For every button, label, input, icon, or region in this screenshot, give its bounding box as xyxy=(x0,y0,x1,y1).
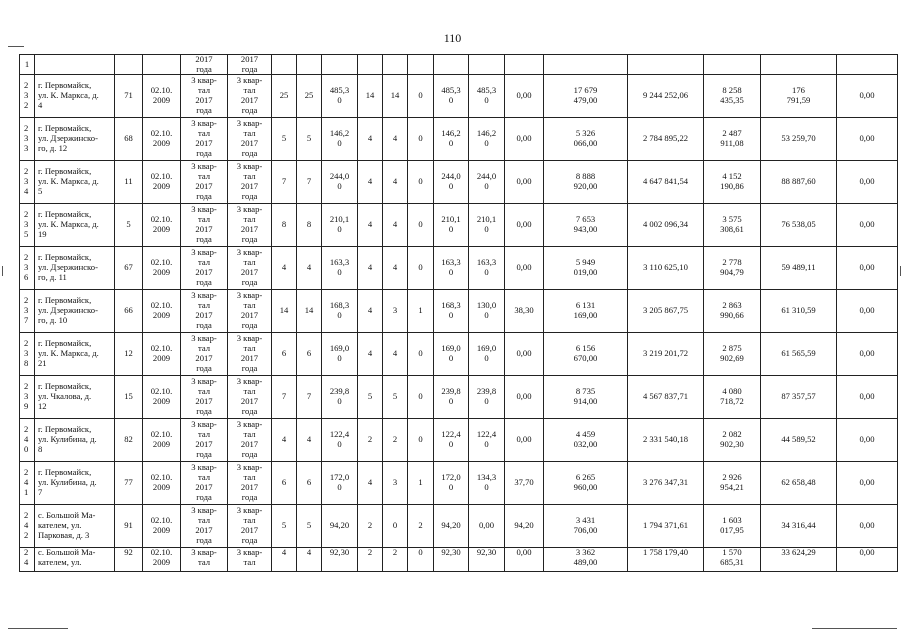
area-total-cell: 239,8 0 xyxy=(322,376,358,419)
amount-fund-cell: 4 002 096,34 xyxy=(628,204,704,247)
rooms-b-cell: 0 xyxy=(408,118,434,161)
margin-line xyxy=(812,628,897,629)
residents-total-cell: 14 xyxy=(272,290,297,333)
residents-total-cell: 25 xyxy=(272,75,297,118)
area-a-cell: 122,4 0 xyxy=(434,419,469,462)
rooms-total-cell: 4 xyxy=(358,333,383,376)
start-period-cell: 3 квар- тал 2017 года xyxy=(181,419,228,462)
address-cell: г. Первомайск, ул. К. Маркса, д. 4 xyxy=(35,75,115,118)
area-a-cell: 163,3 0 xyxy=(434,247,469,290)
rooms-b-cell: 0 xyxy=(408,204,434,247)
table-row xyxy=(20,333,898,376)
end-period-cell: 3 квар- тал 2017 года xyxy=(228,161,272,204)
rooms-total-cell: 4 xyxy=(358,204,383,247)
date-cell: 02.10. 2009 xyxy=(143,161,181,204)
rooms-b-cell: 0 xyxy=(408,548,434,572)
margin-line xyxy=(8,46,24,47)
amount-local-cell: 87 357,57 xyxy=(761,376,837,419)
date-cell: 02.10. 2009 xyxy=(143,419,181,462)
amount-total-cell: 5 326 066,00 xyxy=(544,118,628,161)
end-period-cell: 3 квар- тал 2017 года xyxy=(228,75,272,118)
amount-total-cell: 17 679 479,00 xyxy=(544,75,628,118)
header-cell xyxy=(297,55,322,75)
rooms-a-cell: 4 xyxy=(383,161,408,204)
amount-fund-cell: 4 567 837,71 xyxy=(628,376,704,419)
amount-region-cell: 2 487 911,08 xyxy=(704,118,761,161)
rooms-total-cell: 2 xyxy=(358,505,383,548)
header-cell: 1 xyxy=(20,55,35,75)
rooms-a-cell: 5 xyxy=(383,376,408,419)
residents-total-cell: 4 xyxy=(272,247,297,290)
residents-relocated-cell: 7 xyxy=(297,161,322,204)
row-number-cell: 2 3 5 xyxy=(20,204,35,247)
building-id-cell: 11 xyxy=(115,161,143,204)
amount-local-cell: 33 624,29 xyxy=(761,548,837,572)
amount-region-cell: 3 575 308,61 xyxy=(704,204,761,247)
start-period-cell: 3 квар- тал 2017 года xyxy=(181,161,228,204)
header-cell xyxy=(434,55,469,75)
residents-relocated-cell: 4 xyxy=(297,548,322,572)
end-period-cell: 3 квар- тал 2017 года xyxy=(228,204,272,247)
amount-local-cell: 76 538,05 xyxy=(761,204,837,247)
residents-total-cell: 5 xyxy=(272,505,297,548)
amount-fund-cell: 3 110 625,10 xyxy=(628,247,704,290)
address-cell: г. Первомайск, ул. Чкалова, д. 12 xyxy=(35,376,115,419)
header-cell xyxy=(383,55,408,75)
row-number-cell: 2 3 3 xyxy=(20,118,35,161)
date-cell: 02.10. 2009 xyxy=(143,290,181,333)
amount-total-cell: 8 735 914,00 xyxy=(544,376,628,419)
rooms-b-cell: 0 xyxy=(408,376,434,419)
address-cell: с. Большой Ма- кателем, ул. Парковая, д. 3 xyxy=(35,505,115,548)
header-cell xyxy=(322,55,358,75)
area-c-cell: 0,00 xyxy=(505,333,544,376)
start-period-cell: 3 квар- тал 2017 года xyxy=(181,462,228,505)
amount-total-cell: 4 459 032,00 xyxy=(544,419,628,462)
area-total-cell: 122,4 0 xyxy=(322,419,358,462)
area-b-cell: 163,3 0 xyxy=(469,247,505,290)
amount-local-cell: 62 658,48 xyxy=(761,462,837,505)
header-cell xyxy=(628,55,704,75)
amount-region-cell: 4 080 718,72 xyxy=(704,376,761,419)
table-row xyxy=(20,505,898,548)
residents-relocated-cell: 5 xyxy=(297,505,322,548)
housing-data-table xyxy=(19,54,898,572)
table-row xyxy=(20,204,898,247)
end-period-cell: 3 квар- тал 2017 года xyxy=(228,290,272,333)
amount-local-cell: 88 887,60 xyxy=(761,161,837,204)
residents-relocated-cell: 6 xyxy=(297,333,322,376)
amount-local-cell: 34 316,44 xyxy=(761,505,837,548)
end-period-cell: 3 квар- тал 2017 года xyxy=(228,462,272,505)
area-c-cell: 38,30 xyxy=(505,290,544,333)
header-cell xyxy=(761,55,837,75)
area-c-cell: 0,00 xyxy=(505,548,544,572)
amount-other-cell: 0,00 xyxy=(837,548,898,572)
header-cell: 2017 года xyxy=(228,55,272,75)
residents-total-cell: 4 xyxy=(272,419,297,462)
header-cell xyxy=(408,55,434,75)
date-cell: 02.10. 2009 xyxy=(143,505,181,548)
start-period-cell: 3 квар- тал xyxy=(181,548,228,572)
area-b-cell: 244,0 0 xyxy=(469,161,505,204)
rooms-total-cell: 2 xyxy=(358,419,383,462)
area-b-cell: 169,0 0 xyxy=(469,333,505,376)
residents-total-cell: 7 xyxy=(272,376,297,419)
header-cell: 2017 года xyxy=(181,55,228,75)
area-c-cell: 94,20 xyxy=(505,505,544,548)
rooms-a-cell: 4 xyxy=(383,333,408,376)
date-cell: 02.10. 2009 xyxy=(143,75,181,118)
amount-total-cell: 8 888 920,00 xyxy=(544,161,628,204)
area-a-cell: 244,0 0 xyxy=(434,161,469,204)
amount-total-cell: 5 949 019,00 xyxy=(544,247,628,290)
date-cell: 02.10. 2009 xyxy=(143,204,181,247)
amount-total-cell: 6 156 670,00 xyxy=(544,333,628,376)
margin-mark xyxy=(2,266,3,276)
table-header-row xyxy=(20,55,898,75)
residents-total-cell: 5 xyxy=(272,118,297,161)
residents-relocated-cell: 8 xyxy=(297,204,322,247)
rooms-a-cell: 2 xyxy=(383,548,408,572)
address-cell: г. Первомайск, ул. Дзержинско- го, д. 10 xyxy=(35,290,115,333)
rooms-total-cell: 4 xyxy=(358,462,383,505)
date-cell: 02.10. 2009 xyxy=(143,376,181,419)
rooms-total-cell: 4 xyxy=(358,290,383,333)
header-cell xyxy=(837,55,898,75)
amount-local-cell: 176 791,59 xyxy=(761,75,837,118)
header-cell xyxy=(35,55,115,75)
table-row xyxy=(20,376,898,419)
date-cell: 02.10. 2009 xyxy=(143,548,181,572)
rooms-total-cell: 4 xyxy=(358,118,383,161)
area-a-cell: 485,3 0 xyxy=(434,75,469,118)
area-b-cell: 485,3 0 xyxy=(469,75,505,118)
rooms-a-cell: 4 xyxy=(383,247,408,290)
amount-total-cell: 6 265 960,00 xyxy=(544,462,628,505)
area-a-cell: 210,1 0 xyxy=(434,204,469,247)
header-cell xyxy=(505,55,544,75)
area-b-cell: 0,00 xyxy=(469,505,505,548)
area-c-cell: 0,00 xyxy=(505,75,544,118)
residents-relocated-cell: 5 xyxy=(297,118,322,161)
rooms-total-cell: 4 xyxy=(358,247,383,290)
residents-relocated-cell: 4 xyxy=(297,419,322,462)
amount-local-cell: 61 310,59 xyxy=(761,290,837,333)
date-cell: 02.10. 2009 xyxy=(143,247,181,290)
header-cell xyxy=(469,55,505,75)
amount-total-cell: 6 131 169,00 xyxy=(544,290,628,333)
residents-total-cell: 8 xyxy=(272,204,297,247)
amount-local-cell: 59 489,11 xyxy=(761,247,837,290)
building-id-cell: 66 xyxy=(115,290,143,333)
rooms-b-cell: 0 xyxy=(408,419,434,462)
amount-fund-cell: 3 205 867,75 xyxy=(628,290,704,333)
building-id-cell: 82 xyxy=(115,419,143,462)
rooms-a-cell: 3 xyxy=(383,290,408,333)
table-row xyxy=(20,462,898,505)
margin-line xyxy=(8,628,68,629)
row-number-cell: 2 3 7 xyxy=(20,290,35,333)
building-id-cell: 68 xyxy=(115,118,143,161)
address-cell: г. Первомайск, ул. К. Маркса, д. 5 xyxy=(35,161,115,204)
area-total-cell: 485,3 0 xyxy=(322,75,358,118)
start-period-cell: 3 квар- тал 2017 года xyxy=(181,333,228,376)
area-a-cell: 169,0 0 xyxy=(434,333,469,376)
amount-fund-cell: 2 784 895,22 xyxy=(628,118,704,161)
header-cell xyxy=(272,55,297,75)
amount-other-cell: 0,00 xyxy=(837,118,898,161)
amount-region-cell: 2 863 990,66 xyxy=(704,290,761,333)
building-id-cell: 5 xyxy=(115,204,143,247)
start-period-cell: 3 квар- тал 2017 года xyxy=(181,505,228,548)
table-row xyxy=(20,247,898,290)
rooms-b-cell: 0 xyxy=(408,75,434,118)
address-cell: г. Первомайск, ул. К. Маркса, д. 19 xyxy=(35,204,115,247)
area-a-cell: 168,3 0 xyxy=(434,290,469,333)
residents-total-cell: 4 xyxy=(272,548,297,572)
row-number-cell: 2 3 8 xyxy=(20,333,35,376)
amount-fund-cell: 2 331 540,18 xyxy=(628,419,704,462)
amount-region-cell: 2 926 954,21 xyxy=(704,462,761,505)
area-c-cell: 0,00 xyxy=(505,118,544,161)
rooms-total-cell: 4 xyxy=(358,161,383,204)
amount-other-cell: 0,00 xyxy=(837,204,898,247)
row-number-cell: 2 4 0 xyxy=(20,419,35,462)
area-total-cell: 244,0 0 xyxy=(322,161,358,204)
rooms-a-cell: 2 xyxy=(383,419,408,462)
amount-fund-cell: 3 276 347,31 xyxy=(628,462,704,505)
address-cell: г. Первомайск, ул. Дзержинско- го, д. 11 xyxy=(35,247,115,290)
rooms-a-cell: 14 xyxy=(383,75,408,118)
area-total-cell: 92,30 xyxy=(322,548,358,572)
amount-region-cell: 2 082 902,30 xyxy=(704,419,761,462)
amount-other-cell: 0,00 xyxy=(837,376,898,419)
area-b-cell: 239,8 0 xyxy=(469,376,505,419)
amount-other-cell: 0,00 xyxy=(837,247,898,290)
address-cell: г. Первомайск, ул. Кулибина, д. 7 xyxy=(35,462,115,505)
area-c-cell: 0,00 xyxy=(505,247,544,290)
rooms-b-cell: 1 xyxy=(408,290,434,333)
amount-region-cell: 2 778 904,79 xyxy=(704,247,761,290)
rooms-b-cell: 0 xyxy=(408,247,434,290)
area-total-cell: 169,0 0 xyxy=(322,333,358,376)
date-cell: 02.10. 2009 xyxy=(143,333,181,376)
area-total-cell: 210,1 0 xyxy=(322,204,358,247)
area-c-cell: 0,00 xyxy=(505,419,544,462)
amount-other-cell: 0,00 xyxy=(837,290,898,333)
building-id-cell: 92 xyxy=(115,548,143,572)
table-row xyxy=(20,290,898,333)
rooms-total-cell: 5 xyxy=(358,376,383,419)
row-number-cell: 2 4 xyxy=(20,548,35,572)
start-period-cell: 3 квар- тал 2017 года xyxy=(181,75,228,118)
amount-local-cell: 61 565,59 xyxy=(761,333,837,376)
area-total-cell: 94,20 xyxy=(322,505,358,548)
amount-region-cell: 8 258 435,35 xyxy=(704,75,761,118)
amount-region-cell: 1 570 685,31 xyxy=(704,548,761,572)
area-b-cell: 134,3 0 xyxy=(469,462,505,505)
date-cell: 02.10. 2009 xyxy=(143,462,181,505)
area-b-cell: 210,1 0 xyxy=(469,204,505,247)
amount-other-cell: 0,00 xyxy=(837,333,898,376)
building-id-cell: 12 xyxy=(115,333,143,376)
building-id-cell: 67 xyxy=(115,247,143,290)
margin-mark xyxy=(900,266,901,276)
area-a-cell: 92,30 xyxy=(434,548,469,572)
end-period-cell: 3 квар- тал 2017 года xyxy=(228,247,272,290)
rooms-a-cell: 4 xyxy=(383,204,408,247)
amount-region-cell: 4 152 190,86 xyxy=(704,161,761,204)
residents-relocated-cell: 7 xyxy=(297,376,322,419)
rooms-b-cell: 1 xyxy=(408,462,434,505)
address-cell: г. Первомайск, ул. К. Маркса, д. 21 xyxy=(35,333,115,376)
start-period-cell: 3 квар- тал 2017 года xyxy=(181,247,228,290)
amount-region-cell: 1 603 017,95 xyxy=(704,505,761,548)
start-period-cell: 3 квар- тал 2017 года xyxy=(181,290,228,333)
amount-total-cell: 3 431 706,00 xyxy=(544,505,628,548)
residents-relocated-cell: 25 xyxy=(297,75,322,118)
page-number: 110 xyxy=(443,31,462,45)
row-number-cell: 2 3 9 xyxy=(20,376,35,419)
residents-relocated-cell: 14 xyxy=(297,290,322,333)
area-c-cell: 0,00 xyxy=(505,376,544,419)
address-cell: с. Большой Ма- кателем, ул. xyxy=(35,548,115,572)
area-b-cell: 92,30 xyxy=(469,548,505,572)
area-b-cell: 146,2 0 xyxy=(469,118,505,161)
residents-total-cell: 6 xyxy=(272,333,297,376)
address-cell: г. Первомайск, ул. Дзержинско- го, д. 12 xyxy=(35,118,115,161)
table-row xyxy=(20,118,898,161)
residents-relocated-cell: 4 xyxy=(297,247,322,290)
area-total-cell: 146,2 0 xyxy=(322,118,358,161)
residents-total-cell: 6 xyxy=(272,462,297,505)
area-b-cell: 122,4 0 xyxy=(469,419,505,462)
amount-fund-cell: 1 794 371,61 xyxy=(628,505,704,548)
amount-fund-cell: 3 219 201,72 xyxy=(628,333,704,376)
table-row xyxy=(20,548,898,572)
amount-fund-cell: 4 647 841,54 xyxy=(628,161,704,204)
date-cell: 02.10. 2009 xyxy=(143,118,181,161)
building-id-cell: 71 xyxy=(115,75,143,118)
amount-fund-cell: 9 244 252,06 xyxy=(628,75,704,118)
table-row xyxy=(20,75,898,118)
building-id-cell: 77 xyxy=(115,462,143,505)
end-period-cell: 3 квар- тал 2017 года xyxy=(228,333,272,376)
area-a-cell: 94,20 xyxy=(434,505,469,548)
residents-total-cell: 7 xyxy=(272,161,297,204)
amount-other-cell: 0,00 xyxy=(837,462,898,505)
residents-relocated-cell: 6 xyxy=(297,462,322,505)
amount-region-cell: 2 875 902,69 xyxy=(704,333,761,376)
rooms-total-cell: 14 xyxy=(358,75,383,118)
area-a-cell: 146,2 0 xyxy=(434,118,469,161)
rooms-a-cell: 3 xyxy=(383,462,408,505)
end-period-cell: 3 квар- тал 2017 года xyxy=(228,419,272,462)
amount-other-cell: 0,00 xyxy=(837,505,898,548)
row-number-cell: 2 4 2 xyxy=(20,505,35,548)
area-c-cell: 0,00 xyxy=(505,204,544,247)
rooms-a-cell: 4 xyxy=(383,118,408,161)
amount-local-cell: 44 589,52 xyxy=(761,419,837,462)
table-row xyxy=(20,419,898,462)
row-number-cell: 2 4 1 xyxy=(20,462,35,505)
table-row xyxy=(20,161,898,204)
row-number-cell: 2 3 6 xyxy=(20,247,35,290)
area-total-cell: 172,0 0 xyxy=(322,462,358,505)
end-period-cell: 3 квар- тал 2017 года xyxy=(228,505,272,548)
header-cell xyxy=(544,55,628,75)
amount-other-cell: 0,00 xyxy=(837,161,898,204)
rooms-b-cell: 2 xyxy=(408,505,434,548)
amount-total-cell: 3 362 489,00 xyxy=(544,548,628,572)
area-total-cell: 163,3 0 xyxy=(322,247,358,290)
rooms-b-cell: 0 xyxy=(408,161,434,204)
start-period-cell: 3 квар- тал 2017 года xyxy=(181,118,228,161)
header-cell xyxy=(143,55,181,75)
amount-fund-cell: 1 758 179,40 xyxy=(628,548,704,572)
end-period-cell: 3 квар- тал 2017 года xyxy=(228,376,272,419)
area-c-cell: 37,70 xyxy=(505,462,544,505)
rooms-total-cell: 2 xyxy=(358,548,383,572)
building-id-cell: 91 xyxy=(115,505,143,548)
rooms-a-cell: 0 xyxy=(383,505,408,548)
rooms-b-cell: 0 xyxy=(408,333,434,376)
header-cell xyxy=(115,55,143,75)
start-period-cell: 3 квар- тал 2017 года xyxy=(181,204,228,247)
amount-other-cell: 0,00 xyxy=(837,75,898,118)
header-cell xyxy=(704,55,761,75)
end-period-cell: 3 квар- тал 2017 года xyxy=(228,118,272,161)
amount-other-cell: 0,00 xyxy=(837,419,898,462)
area-a-cell: 172,0 0 xyxy=(434,462,469,505)
amount-local-cell: 53 259,70 xyxy=(761,118,837,161)
area-total-cell: 168,3 0 xyxy=(322,290,358,333)
amount-total-cell: 7 653 943,00 xyxy=(544,204,628,247)
header-cell xyxy=(358,55,383,75)
row-number-cell: 2 3 2 xyxy=(20,75,35,118)
address-cell: г. Первомайск, ул. Кулибина, д. 8 xyxy=(35,419,115,462)
end-period-cell: 3 квар- тал xyxy=(228,548,272,572)
area-c-cell: 0,00 xyxy=(505,161,544,204)
start-period-cell: 3 квар- тал 2017 года xyxy=(181,376,228,419)
row-number-cell: 2 3 4 xyxy=(20,161,35,204)
area-b-cell: 130,0 0 xyxy=(469,290,505,333)
area-a-cell: 239,8 0 xyxy=(434,376,469,419)
building-id-cell: 15 xyxy=(115,376,143,419)
